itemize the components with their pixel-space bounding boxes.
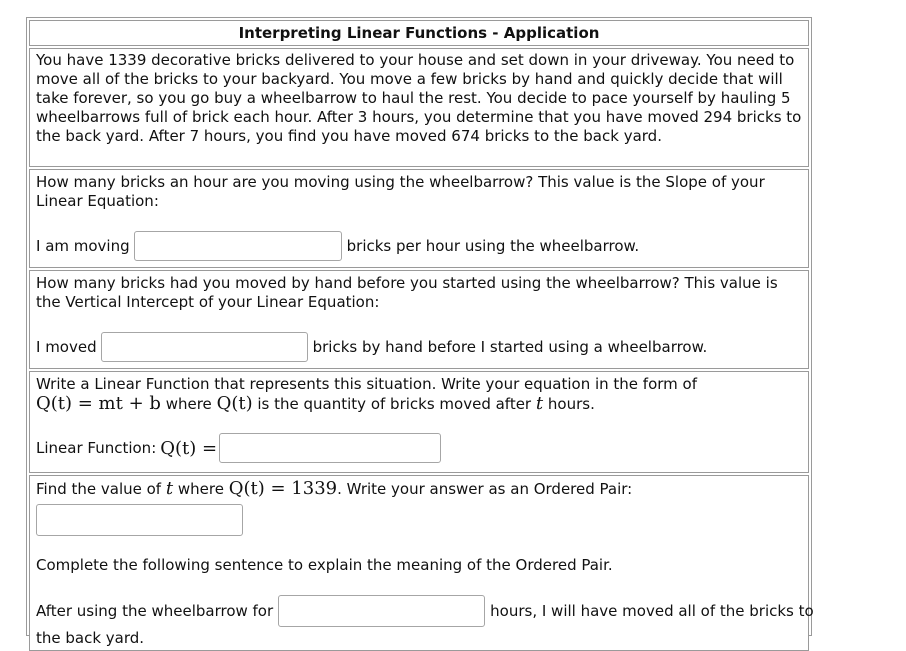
function-label: Linear Function:	[36, 438, 157, 457]
function-form-where: where	[165, 395, 212, 413]
problem-frame	[26, 17, 814, 647]
intercept-input[interactable]	[101, 332, 308, 362]
slope-answer-row	[36, 231, 639, 261]
slope-input[interactable]	[134, 231, 342, 261]
sentence-end: the back yard.	[36, 629, 145, 647]
ordered-pair-question	[36, 479, 802, 499]
ordered-pair-where: where	[177, 480, 224, 498]
intercept-suffix: bricks by hand before I started using a wheelbarrow.	[312, 337, 708, 356]
question-ordered-pair	[29, 475, 814, 651]
question-slope	[29, 169, 809, 268]
question-slope-text: How many bricks an hour are you moving using the wheelbarrow? This value is the Slope of your Linear Equation:	[36, 173, 765, 210]
function-label-math: Q(t) =	[160, 437, 218, 459]
sentence-prefix: After using the wheelbarrow for	[36, 601, 274, 620]
problem-statement: You have 1339 decorative bricks delivered to your house and set down in your driveway. You need to move all of the bricks to your backyard. You move a few bricks by hand and quickly decide that will take forever, so you go buy a wheelbarrow to haul the rest. You decide to pace yourself by hauling 5 wheelbarrows full of brick each hour. After 3 hours, you determine that you have moved 294 bricks to the back yard. After 7 hours, you find you have moved 674 bricks to the back yard.	[29, 48, 809, 167]
slope-prefix: I am moving	[36, 236, 130, 255]
sentence-suffix: hours, I will have moved all of the bricks to	[490, 601, 814, 620]
function-t-symbol: t	[535, 393, 544, 414]
question-function-line1: Write a Linear Function that represents this situation. Write your equation in the form of	[36, 375, 697, 393]
question-function-line2	[36, 394, 802, 414]
function-answer-row	[36, 433, 441, 463]
problem-title: Interpreting Linear Functions - Application	[29, 20, 809, 46]
ordered-pair-q-prefix: Find the value of	[36, 480, 162, 498]
hours-input[interactable]	[278, 595, 485, 627]
ordered-pair-input[interactable]	[36, 504, 243, 536]
linear-function-input[interactable]	[219, 433, 441, 463]
function-form-formula: Q(t) = mt + b	[36, 393, 161, 414]
function-mid-text: is the quantity of bricks moved after	[257, 395, 532, 413]
ordered-pair-q-suffix: . Write your answer as an Ordered Pair:	[337, 480, 633, 498]
intercept-prefix: I moved	[36, 337, 97, 356]
question-linear-function	[29, 371, 809, 473]
ordered-pair-equation: Q(t) = 1339	[228, 478, 338, 499]
question-intercept-text: How many bricks had you moved by hand before you started using the wheelbarrow? This value is the Vertical Intercept of your Linear Equation:	[36, 274, 778, 311]
question-intercept	[29, 270, 809, 369]
function-qt-symbol: Q(t)	[216, 393, 253, 414]
intercept-answer-row	[36, 332, 707, 362]
function-end-text: hours.	[547, 395, 595, 413]
sentence-prompt: Complete the following sentence to explain the meaning of the Ordered Pair.	[36, 556, 613, 574]
sentence-row	[36, 595, 814, 627]
ordered-pair-t-symbol: t	[165, 478, 174, 499]
slope-suffix: bricks per hour using the wheelbarrow.	[346, 236, 640, 255]
